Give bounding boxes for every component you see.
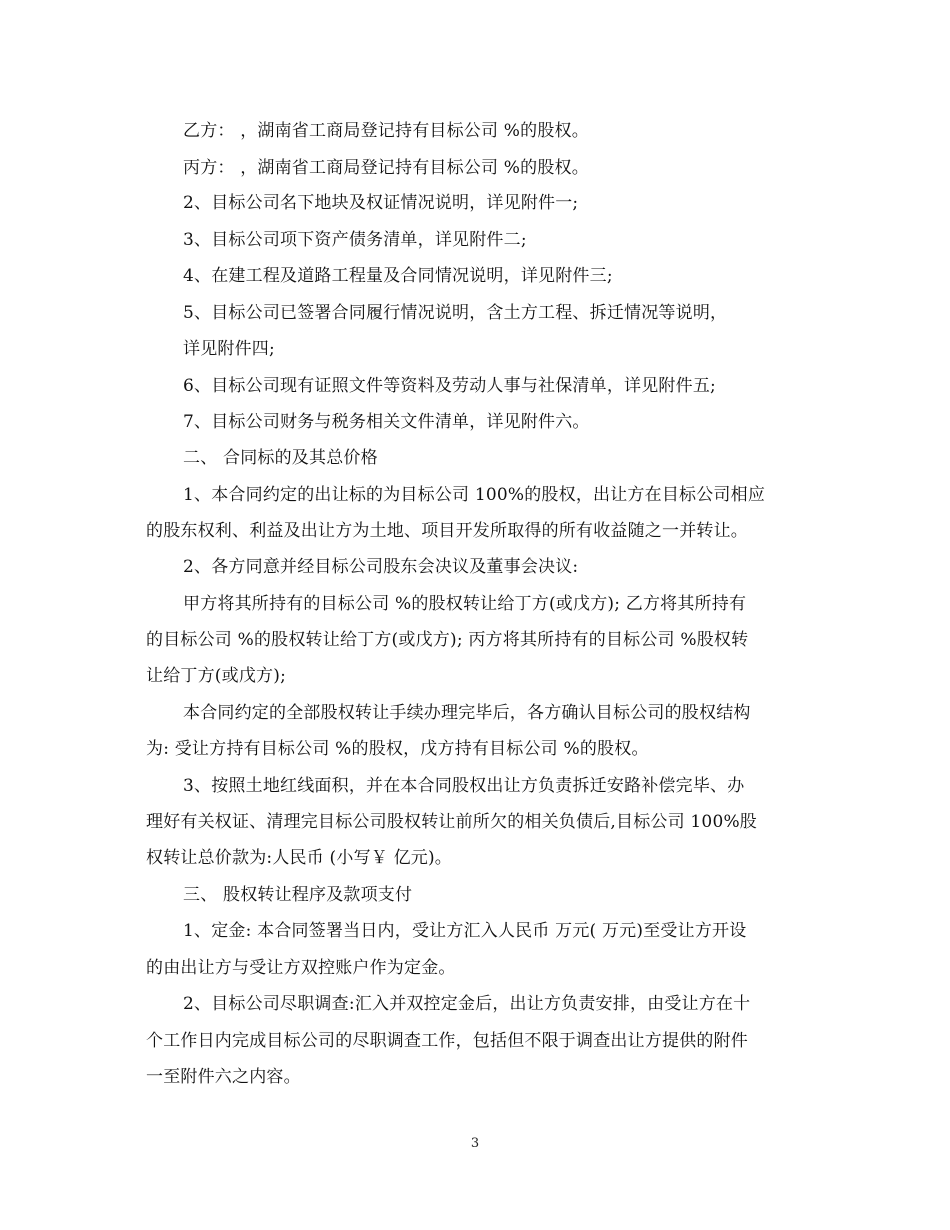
paragraph-line: 的股东权利、利益及出让方为土地、项目开发所取得的所有收益随之一并转让。 [146, 521, 748, 541]
paragraph-line: 1、本合同约定的出让标的为目标公司 100%的股权，出让方在目标公司相应 [183, 485, 766, 505]
paragraph-line: 3、目标公司项下资产债务清单，详见附件二; [183, 230, 527, 250]
paragraph-line: 详见附件四; [183, 339, 275, 359]
paragraph-line: 个工作日内完成目标公司的尽职调查工作，包括但不限于调查出让方提供的附件 [146, 1031, 748, 1051]
paragraph-line: 2、各方同意并经目标公司股东会决议及董事会决议: [183, 557, 579, 577]
paragraph-line: 的由出让方与受让方双控账户作为定金。 [146, 958, 456, 978]
paragraph-line: 5、目标公司已签署合同履行情况说明，含土方工程、拆迁情况等说明， [183, 303, 728, 323]
paragraph-line: 4、在建工程及道路工程量及合同情况说明，详见附件三; [183, 266, 613, 286]
page-number: 3 [470, 1136, 480, 1151]
paragraph-line: 让给丁方(或戊方); [146, 666, 286, 686]
paragraph-line: 丙方： ，湖南省工商局登记持有目标公司 %的股权。 [183, 158, 589, 178]
paragraph-line: 的目标公司 %的股权转让给丁方(或戊方); 丙方将其所持有的目标公司 %股权转 [146, 630, 749, 650]
paragraph-line: 本合同约定的全部股权转让手续办理完毕后，各方确认目标公司的股权结构 [183, 703, 751, 723]
paragraph-line: 2、目标公司名下地块及权证情况说明，详见附件一; [183, 193, 579, 213]
paragraph-line: 乙方： ，湖南省工商局登记持有目标公司 %的股权。 [183, 121, 589, 141]
paragraph-line: 6、目标公司现有证照文件等资料及劳动人事与社保清单，详见附件五; [183, 376, 716, 396]
paragraph-line: 理好有关权证、清理完目标公司股权转让前所欠的相关负债后,目标公司 100%股 [146, 812, 758, 832]
paragraph-line: 2、目标公司尽职调查:汇入并双控定金后，出让方负责安排，由受让方在十 [183, 994, 751, 1014]
paragraph-line: 甲方将其所持有的目标公司 %的股权转让给丁方(或戊方); 乙方将其所持有 [183, 594, 747, 614]
paragraph-line: 为: 受让方持有目标公司 %的股权，戊方持有目标公司 %的股权。 [146, 739, 649, 759]
paragraph-line: 1、定金: 本合同签署当日内，受让方汇入人民币 万元( 万元)至受让方开设 [183, 921, 747, 941]
paragraph-line: 一至附件六之内容。 [146, 1067, 301, 1087]
section-heading: 二、 合同标的及其总价格 [183, 448, 378, 468]
paragraph-line: 3、按照土地红线面积，并在本合同股权出让方负责拆迁安路补偿完毕、办 [183, 776, 745, 796]
paragraph-line: 7、目标公司财务与税务相关文件清单，详见附件六。 [183, 412, 590, 432]
section-heading: 三、 股权转让程序及款项支付 [183, 885, 413, 905]
paragraph-line: 权转让总价款为:人民币 (小写￥ 亿元)。 [146, 848, 452, 868]
